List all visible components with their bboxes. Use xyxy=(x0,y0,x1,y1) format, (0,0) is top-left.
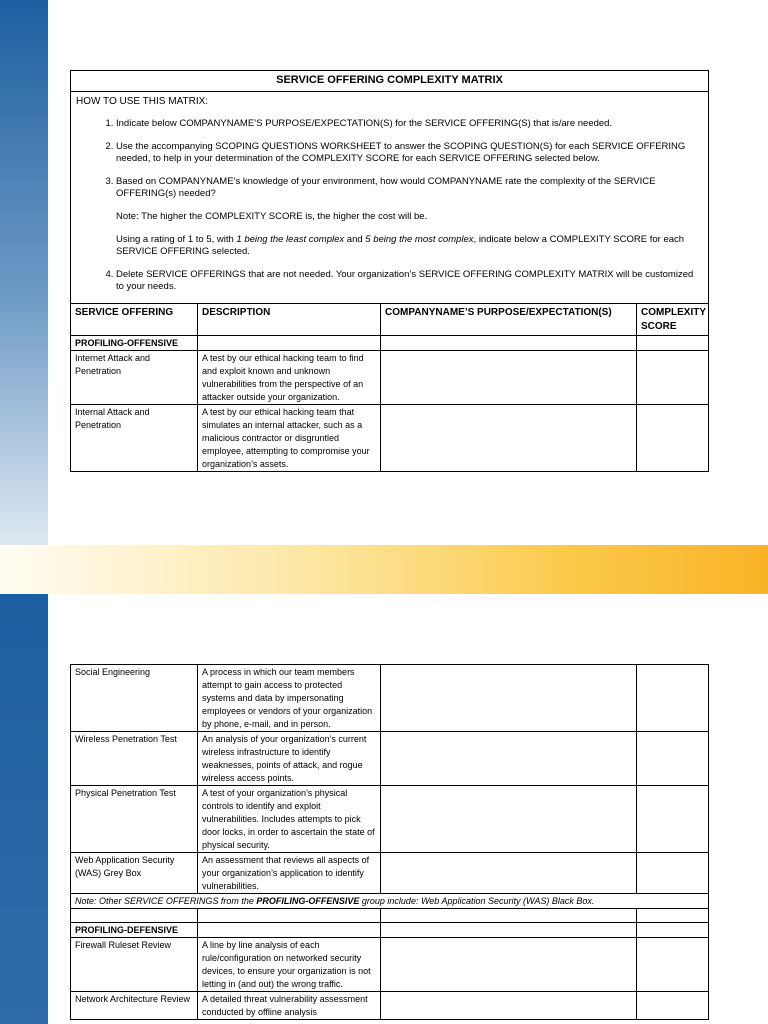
purpose-cell[interactable] xyxy=(381,992,637,1020)
table-row xyxy=(71,405,709,472)
instruction-list xyxy=(76,118,703,293)
instruction-step: 2. Use the accompanying SCOPING QUESTIONS WORKSHEET to answer the SCOPING QUESTION(S) for each SERVICE OFFERING needed, to help in your determination of the COMPLEXITY SCORE for each SERVICE OFFERING selected below. xyxy=(116,141,703,165)
page-sidebar-band xyxy=(0,594,48,1024)
description-cell: An assessment that reviews all aspects of your organization’s application to identify vulnerabilities. xyxy=(198,853,381,894)
purpose-cell[interactable] xyxy=(381,665,637,732)
group-label-defensive: PROFILING-DEFENSIVE xyxy=(71,923,198,938)
score-cell[interactable] xyxy=(637,938,709,992)
service-offering-cell: Network Architecture Review xyxy=(71,992,198,1020)
table-header-row xyxy=(71,304,709,336)
purpose-cell[interactable] xyxy=(381,786,637,853)
complexity-matrix-table-continued xyxy=(70,664,709,1020)
group-row xyxy=(71,336,709,351)
note-row xyxy=(71,894,709,909)
header-service-offering: SERVICE OFFERING xyxy=(71,304,198,336)
purpose-cell[interactable] xyxy=(381,351,637,405)
score-cell[interactable] xyxy=(637,732,709,786)
instructions-cell xyxy=(71,92,709,304)
other-offerings-note: Note: Other SERVICE OFFERINGS from the PROFILING-OFFENSIVE group include: Web Application Security (WAS) Black Box. xyxy=(71,894,709,909)
page-sidebar-band xyxy=(0,0,48,545)
description-cell: A detailed threat vulnerability assessment conducted by offline analysis xyxy=(198,992,381,1020)
score-cell[interactable] xyxy=(637,351,709,405)
purpose-cell[interactable] xyxy=(381,732,637,786)
service-offering-cell: Internet Attack and Penetration xyxy=(71,351,198,405)
purpose-cell[interactable] xyxy=(381,853,637,894)
instruction-step: 4. Delete SERVICE OFFERINGS that are not needed. Your organization’s SERVICE OFFERING COMPLEXITY MATRIX will be customized to your needs. xyxy=(116,269,703,293)
spacer-row xyxy=(71,909,709,923)
score-cell[interactable] xyxy=(637,665,709,732)
score-cell[interactable] xyxy=(637,923,709,938)
purpose-cell[interactable] xyxy=(381,938,637,992)
score-cell[interactable] xyxy=(637,786,709,853)
complexity-matrix-table xyxy=(70,70,709,472)
matrix-title: SERVICE OFFERING COMPLEXITY MATRIX xyxy=(71,71,709,92)
page-divider-band xyxy=(0,545,768,594)
service-offering-cell: Web Application Security (WAS) Grey Box xyxy=(71,853,198,894)
service-offering-cell: Firewall Ruleset Review xyxy=(71,938,198,992)
score-cell[interactable] xyxy=(637,992,709,1020)
instruction-step: 1. Indicate below COMPANYNAME’S PURPOSE/EXPECTATION(S) for the SERVICE OFFERING(S) that is/are needed. xyxy=(116,118,703,130)
instruction-step xyxy=(116,176,703,258)
instruction-step-text: Based on COMPANYNAME’s knowledge of your environment, how would COMPANYNAME rate the complexity of the SERVICE OFFERING(s) needed? xyxy=(116,176,656,199)
purpose-cell[interactable] xyxy=(381,336,637,351)
service-offering-cell: Internal Attack and Penetration xyxy=(71,405,198,472)
service-offering-cell: Social Engineering xyxy=(71,665,198,732)
group-row xyxy=(71,923,709,938)
purpose-cell[interactable] xyxy=(381,405,637,472)
score-cell[interactable] xyxy=(637,336,709,351)
table-row xyxy=(71,853,709,894)
description-cell: An analysis of your organization’s current wireless infrastructure to identify weaknesses, points of attack, and rogue wireless access points. xyxy=(198,732,381,786)
cost-note: Note: The higher the COMPLEXITY SCORE is, the higher the cost will be. xyxy=(116,211,428,222)
rating-instruction: Using a rating of 1 to 5, with 1 being the least complex and 5 being the most complex, indicate below a COMPLEXITY SCORE for each SERVICE OFFERING selected. xyxy=(116,234,685,257)
description-cell: A line by line analysis of each rule/configuration on networked security devices, to ensure your organization is not letting in (and out) the wrong traffic. xyxy=(198,938,381,992)
howto-heading: HOW TO USE THIS MATRIX: xyxy=(76,96,209,107)
description-cell: A test by our ethical hacking team to find and exploit known and unknown vulnerabilities from the perspective of an attacker outside your organization. xyxy=(198,351,381,405)
header-description: DESCRIPTION xyxy=(198,304,381,336)
table-row xyxy=(71,351,709,405)
service-offering-cell: Wireless Penetration Test xyxy=(71,732,198,786)
purpose-cell[interactable] xyxy=(381,923,637,938)
description-cell: A process in which our team members attempt to gain access to protected systems and data by impersonating employees or vendors of your organization by phone, e-mail, and in person. xyxy=(198,665,381,732)
header-purpose: COMPANYNAME’S PURPOSE/EXPECTATION(S) xyxy=(381,304,637,336)
table-row xyxy=(71,938,709,992)
group-label-offensive: PROFILING-OFFENSIVE xyxy=(71,336,198,351)
header-complexity-score: COMPLEXITY SCORE xyxy=(637,304,709,336)
service-offering-cell: Physical Penetration Test xyxy=(71,786,198,853)
table-row xyxy=(71,786,709,853)
score-cell[interactable] xyxy=(637,853,709,894)
table-row xyxy=(71,665,709,732)
description-cell: A test of your organization's physical controls to identify and exploit vulnerabilities. Includes attempts to pick door locks, in order to ascertain the state of physical security. xyxy=(198,786,381,853)
description-cell: A test by our ethical hacking team that simulates an internal attacker, such as a malicious contractor or disgruntled employee, attempting to compromise your organization’s assets. xyxy=(198,405,381,472)
table-row xyxy=(71,732,709,786)
table-row xyxy=(71,992,709,1020)
score-cell[interactable] xyxy=(637,405,709,472)
